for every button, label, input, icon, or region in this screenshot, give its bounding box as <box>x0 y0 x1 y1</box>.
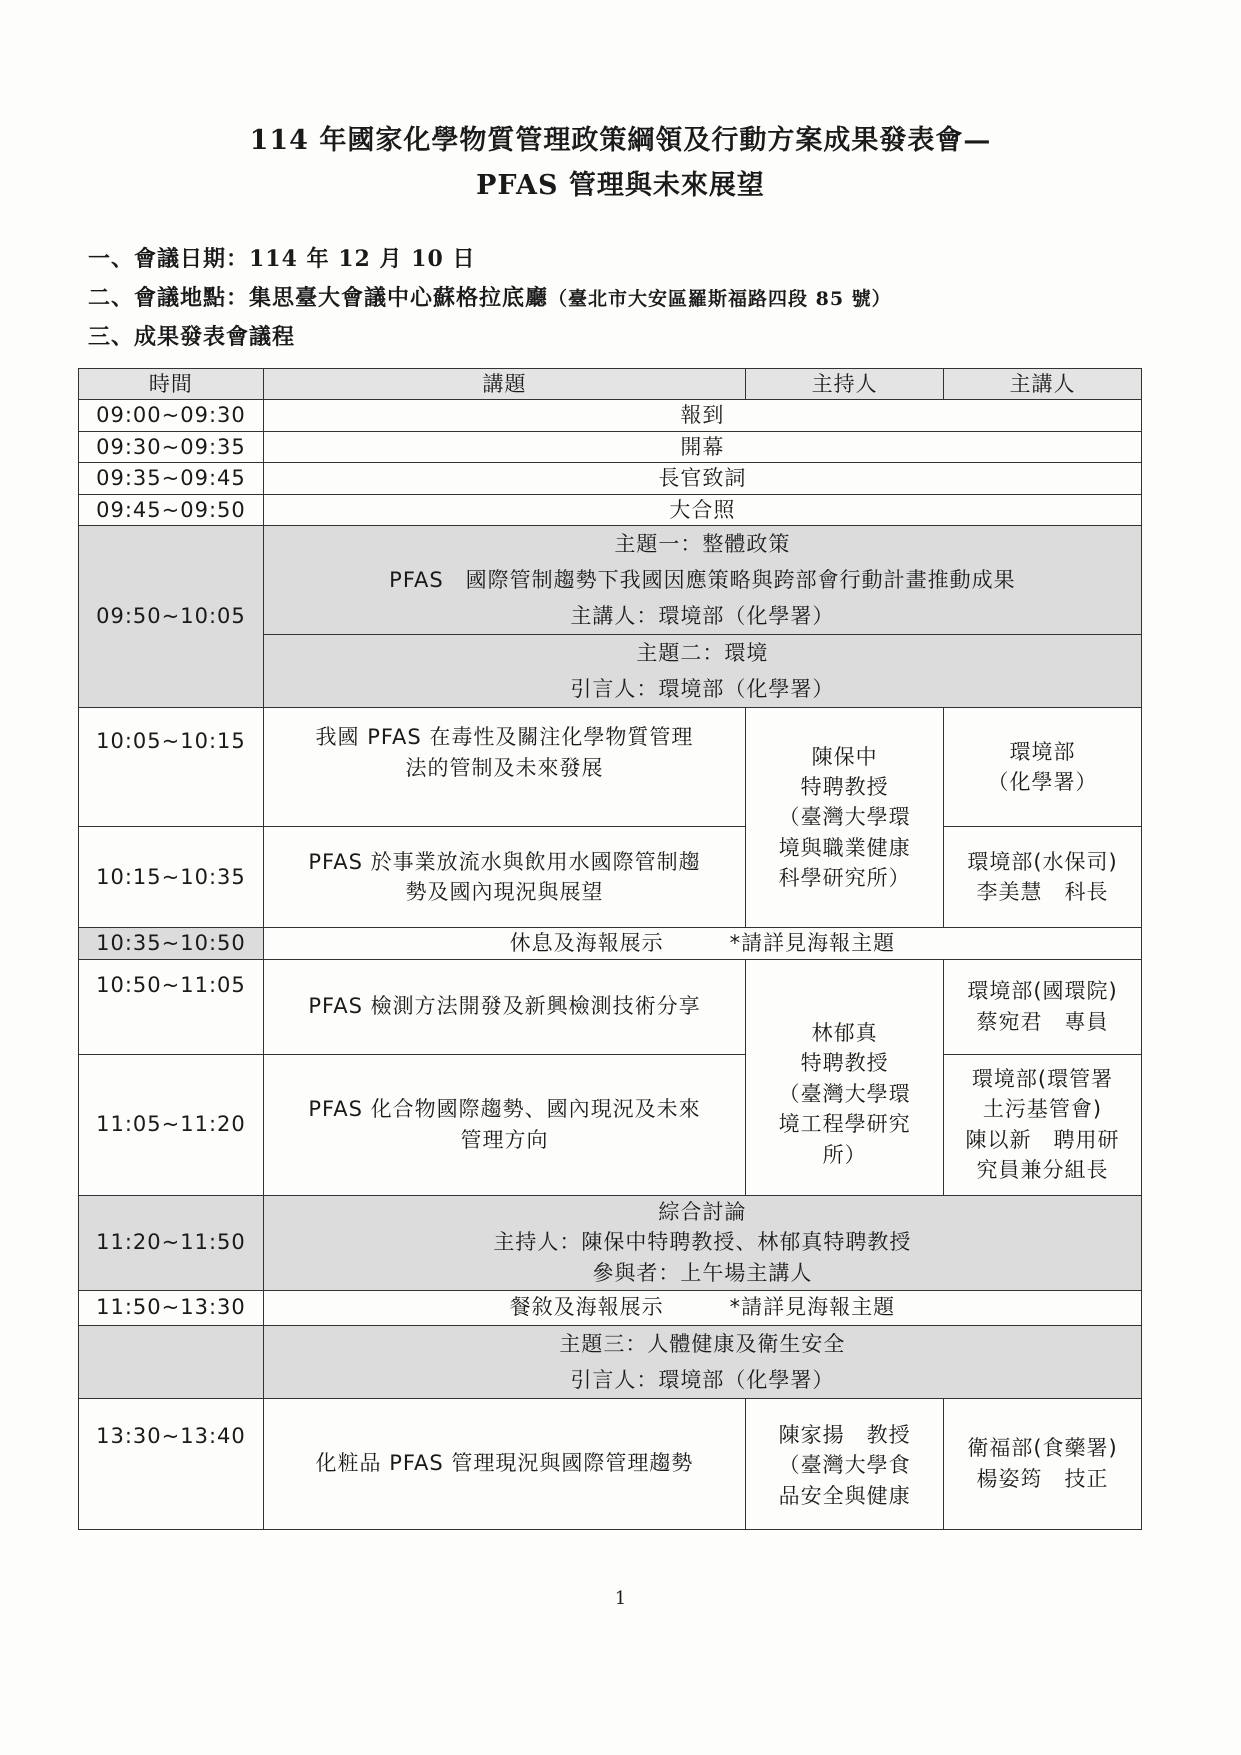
theme1-title: 主題一：整體政策 <box>614 532 791 557</box>
topic-cell: 化粧品 PFAS 管理現況與國際管理趨勢 <box>263 1398 745 1529</box>
table-row <box>79 494 1142 525</box>
speaker-line: （化學署） <box>987 770 1098 795</box>
page-number: 1 <box>614 1588 627 1609</box>
host-line: 境與職業健康 <box>778 835 911 860</box>
speaker-line: 環境部 <box>1009 739 1076 764</box>
host-line: 科學研究所） <box>778 866 911 891</box>
table-row <box>79 1054 1142 1195</box>
topic-line: 我國 PFAS 在毒性及關注化學物質管理 <box>315 725 694 750</box>
discussion-title: 綜合討論 <box>658 1199 747 1224</box>
time-cell: 09:35~09:45 <box>79 463 264 494</box>
empty-time-cell <box>79 1325 264 1398</box>
host-line: （臺灣大學環 <box>778 1081 911 1106</box>
speaker-line: 李美慧 科長 <box>976 880 1109 905</box>
table-row <box>79 959 1142 1054</box>
topic-line: PFAS 於事業放流水與飲用水國際管制趨 <box>308 849 701 874</box>
meeting-date: 一、會議日期：114 年 12 月 10 日 <box>88 246 476 272</box>
agenda-heading: 三、成果發表會議程 <box>88 324 296 350</box>
table-row <box>79 708 1142 827</box>
host-line: 境工程學研究 <box>778 1112 911 1137</box>
time-cell: 13:30~13:40 <box>79 1398 264 1529</box>
topic-line: 法的管制及未來發展 <box>405 755 604 780</box>
speaker-line: 環境部(國環院) <box>967 979 1118 1004</box>
host-line: 陳家揚 教授 <box>778 1422 911 1447</box>
theme3-row <box>79 1325 1142 1398</box>
speaker-cell <box>944 959 1142 1054</box>
host-line: 林郁真 <box>811 1021 878 1046</box>
time-cell: 09:30~09:35 <box>79 431 264 462</box>
host-line: （臺灣大學食 <box>778 1453 911 1478</box>
header-time: 時間 <box>79 369 264 400</box>
topic-line: 勢及國內現況與展望 <box>405 880 604 905</box>
header-host: 主持人 <box>746 369 944 400</box>
table-row <box>79 827 1142 928</box>
theme3-block <box>263 1325 1141 1398</box>
speaker-line: 究員兼分組長 <box>976 1158 1109 1183</box>
time-cell: 10:15~10:35 <box>79 827 264 928</box>
theme1-topic: PFAS 國際管制趨勢下我國因應策略與跨部會行動計畫推動成果 <box>389 568 1016 593</box>
topic-cell <box>263 1054 745 1195</box>
host-cell <box>746 1398 944 1529</box>
session-cell: 報到 <box>263 400 1141 431</box>
speaker-line: 土污基管會) <box>982 1097 1103 1122</box>
time-cell: 10:05~10:15 <box>79 708 264 827</box>
venue-label: 二、會議地點：集思臺大會議中心蘇格拉底廳 <box>88 285 549 311</box>
session-cell: 大合照 <box>263 494 1141 525</box>
speaker-line: 蔡宛君 專員 <box>976 1009 1109 1034</box>
speaker-line: 衛福部(食藥署) <box>967 1436 1118 1461</box>
table-row <box>79 431 1142 462</box>
speaker-line: 環境部(環管署 <box>971 1066 1114 1091</box>
host-cell <box>746 959 944 1195</box>
topic-line: 管理方向 <box>460 1127 549 1152</box>
table-header-row <box>79 369 1142 400</box>
page-title-line2: PFAS 管理與未來展望 <box>476 170 765 201</box>
meeting-venue <box>88 281 892 312</box>
discussion-hosts: 主持人：陳保中特聘教授、林郁真特聘教授 <box>493 1230 912 1255</box>
theme2-intro: 引言人：環境部（化學署） <box>570 677 835 702</box>
session-cell: 休息及海報展示 *請詳見海報主題 <box>263 928 1141 959</box>
topic-cell <box>263 708 745 827</box>
session-cell: 長官致詞 <box>263 463 1141 494</box>
discussion-participants: 參與者：上午場主講人 <box>592 1260 813 1285</box>
table-row <box>79 1195 1142 1290</box>
speaker-cell <box>944 827 1142 928</box>
time-cell: 09:50~10:05 <box>79 526 264 708</box>
table-row <box>79 463 1142 494</box>
speaker-line: 楊姿筠 技正 <box>976 1466 1109 1491</box>
time-cell: 09:00~09:30 <box>79 400 264 431</box>
theme2-block <box>263 635 1141 708</box>
host-line: 特聘教授 <box>800 775 889 800</box>
table-row <box>79 928 1142 959</box>
time-cell: 11:50~13:30 <box>79 1290 264 1325</box>
discussion-block <box>263 1195 1141 1290</box>
theme1-block <box>263 526 1141 635</box>
speaker-cell <box>944 1398 1142 1529</box>
theme3-intro: 引言人：環境部（化學署） <box>570 1367 835 1392</box>
time-cell: 11:20~11:50 <box>79 1195 264 1290</box>
table-row <box>79 400 1142 431</box>
agenda-table <box>78 368 1142 1530</box>
time-cell: 10:50~11:05 <box>79 959 264 1054</box>
time-cell: 09:45~09:50 <box>79 494 264 525</box>
speaker-line: 陳以新 聘用研 <box>965 1127 1120 1152</box>
topic-cell: PFAS 檢測方法開發及新興檢測技術分享 <box>263 959 745 1054</box>
speaker-line: 環境部(水保司) <box>967 849 1118 874</box>
host-line: 所） <box>822 1142 867 1167</box>
time-cell: 11:05~11:20 <box>79 1054 264 1195</box>
topic-cell <box>263 827 745 928</box>
speaker-cell <box>944 708 1142 827</box>
page-title-line1: 114 年國家化學物質管理政策綱領及行動方案成果發表會— <box>249 125 992 156</box>
host-line: （臺灣大學環 <box>778 805 911 830</box>
theme1-row <box>79 526 1142 635</box>
topic-line: PFAS 化合物國際趨勢、國內現況及未來 <box>308 1097 701 1122</box>
theme2-title: 主題二：環境 <box>636 641 769 666</box>
theme3-title: 主題三：人體健康及衛生安全 <box>559 1331 846 1356</box>
speaker-cell <box>944 1054 1142 1195</box>
host-line: 品安全與健康 <box>778 1483 911 1508</box>
session-cell: 開幕 <box>263 431 1141 462</box>
host-cell <box>746 708 944 928</box>
host-line: 特聘教授 <box>800 1051 889 1076</box>
header-speaker: 主講人 <box>944 369 1142 400</box>
session-cell: 餐敘及海報展示 *請詳見海報主題 <box>263 1290 1141 1325</box>
time-cell: 10:35~10:50 <box>79 928 264 959</box>
theme1-speaker: 主講人：環境部（化學署） <box>570 604 835 629</box>
table-row <box>79 1398 1142 1529</box>
header-topic: 講題 <box>263 369 745 400</box>
host-line: 陳保中 <box>811 744 878 769</box>
table-row <box>79 1290 1142 1325</box>
venue-address: （臺北市大安區羅斯福路四段 85 號） <box>548 288 892 310</box>
